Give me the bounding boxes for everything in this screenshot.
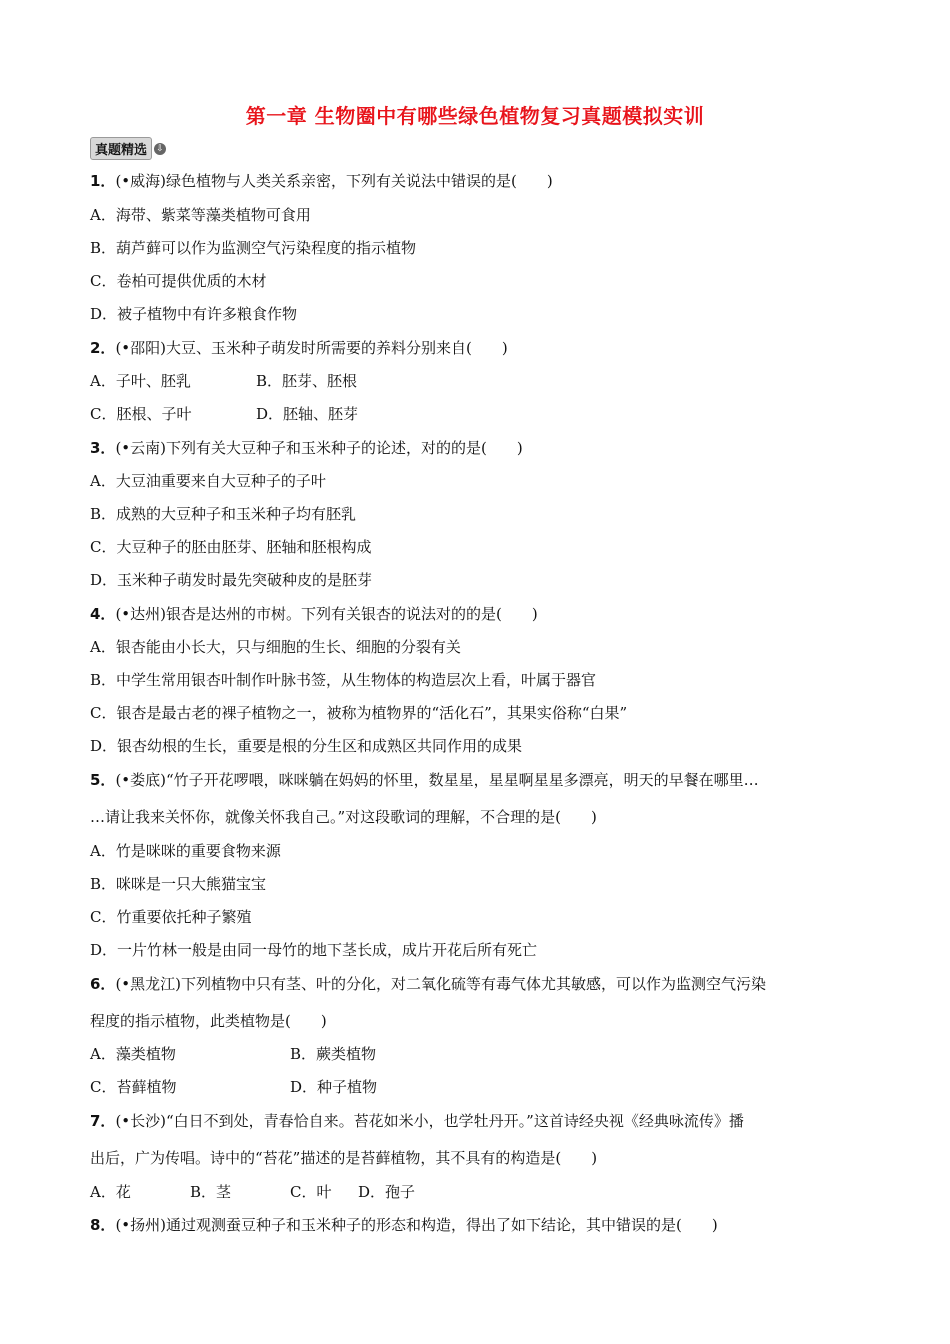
question-4-option-c: C．银杏是最古老的裸子植物之一，被称为植物界的“活化石”，其果实俗称“白果” bbox=[90, 704, 628, 722]
question-1-option-c: C．卷柏可提供优质的木材 bbox=[90, 272, 267, 290]
question-1-option-a: A．海带、紫菜等藻类植物可食用 bbox=[90, 206, 311, 224]
question-5-option-a: A．竹是咪咪的重要食物来源 bbox=[90, 842, 281, 860]
page-title: 第一章 生物圈中有哪些绿色植物复习真题模拟实训 bbox=[245, 104, 705, 128]
question-6-option-a: A．藻类植物 bbox=[90, 1045, 176, 1063]
question-5-option-d: D．一片竹林一般是由同一母竹的地下茎长成，成片开花后所有死亡 bbox=[90, 941, 538, 959]
question-6-stem-line-1: 6．(•黑龙江)下列植物中只有茎、叶的分化，对二氧化硫等有毒气体尤其敏感，可以作为监测空气污染 bbox=[90, 975, 766, 993]
question-5-option-c: C．竹重要依托种子繁殖 bbox=[90, 908, 252, 926]
arrow-down-icon: ⇩ bbox=[154, 143, 166, 155]
question-6-stem-line-2: 程度的指示植物，此类植物是( ) bbox=[90, 1012, 327, 1030]
question-6-options-row-2 bbox=[90, 1076, 377, 1097]
question-6-option-c: C．苔藓植物 bbox=[90, 1078, 177, 1096]
question-2-option-b: B．胚芽、胚根 bbox=[256, 372, 358, 390]
question-3-option-d: D．玉米种子萌发时最先突破种皮的是胚芽 bbox=[90, 571, 373, 589]
question-6-option-d: D．种子植物 bbox=[290, 1078, 378, 1096]
question-2-options-row-1 bbox=[90, 370, 357, 391]
question-7-stem-line-1: 7．(•长沙)“白日不到处，青春恰自来。苔花如米小，也学牡丹开。”这首诗经央视《经典咏流传》播 bbox=[90, 1112, 744, 1130]
question-3-option-b: B．成熟的大豆种子和玉米种子均有胚乳 bbox=[90, 505, 357, 523]
question-2-option-d: D．胚轴、胚芽 bbox=[256, 405, 359, 423]
question-6-option-b: B．蕨类植物 bbox=[290, 1045, 377, 1063]
question-7-option-b: B．茎 bbox=[190, 1183, 232, 1201]
question-4-stem: 4．(•达州)银杏是达州的市树。下列有关银杏的说法对的的是( ) bbox=[90, 605, 538, 623]
question-5-stem-line-2: …请让我来关怀你，就像关怀我自己。”对这段歌词的理解，不合理的是( ) bbox=[90, 808, 597, 826]
question-2-options-row-2 bbox=[90, 403, 358, 424]
question-5-stem-line-1: 5．(•娄底)“竹子开花啰喂，咪咪躺在妈妈的怀里，数星星，星星啊星星多漂亮，明天的早餐在哪里… bbox=[90, 771, 759, 789]
question-7-stem-line-2: 出后，广为传唱。诗中的“苔花”描述的是苔藓植物，其不具有的构造是( ) bbox=[90, 1149, 598, 1167]
question-1-option-b: B．葫芦藓可以作为监测空气污染程度的指示植物 bbox=[90, 239, 417, 257]
question-2-option-a: A．子叶、胚乳 bbox=[90, 372, 191, 390]
question-1-stem: 1．(•威海)绿色植物与人类关系亲密，下列有关说法中错误的是( ) bbox=[90, 172, 553, 190]
section-label: 真题精选 bbox=[90, 137, 152, 160]
question-7-option-a: A．花 bbox=[90, 1183, 131, 1201]
question-4-option-d: D．银杏幼根的生长，重要是根的分生区和成熟区共同作用的成果 bbox=[90, 737, 523, 755]
question-2-stem: 2．(•邵阳)大豆、玉米种子萌发时所需要的养料分别来自( ) bbox=[90, 339, 508, 357]
section-badge bbox=[90, 137, 166, 160]
question-5-option-b: B．咪咪是一只大熊猫宝宝 bbox=[90, 875, 267, 893]
question-6-options-row-1 bbox=[90, 1043, 376, 1064]
question-4-option-b: B．中学生常用银杏叶制作叶脉书签，从生物体的构造层次上看，叶属于器官 bbox=[90, 671, 597, 689]
question-4-option-a: A．银杏能由小长大，只与细胞的生长、细胞的分裂有关 bbox=[90, 638, 461, 656]
question-7-option-d: D．孢子 bbox=[358, 1183, 416, 1201]
question-7-option-c: C．叶 bbox=[290, 1183, 332, 1201]
question-8-stem: 8．(•扬州)通过观测蚕豆种子和玉米种子的形态和构造，得出了如下结论，其中错误的是( ) bbox=[90, 1216, 718, 1234]
question-7-options-row bbox=[90, 1181, 415, 1202]
question-3-option-a: A．大豆油重要来自大豆种子的子叶 bbox=[90, 472, 326, 490]
question-3-option-c: C．大豆种子的胚由胚芽、胚轴和胚根构成 bbox=[90, 538, 372, 556]
question-1-option-d: D．被子植物中有许多粮食作物 bbox=[90, 305, 298, 323]
question-3-stem: 3．(•云南)下列有关大豆种子和玉米种子的论述，对的的是( ) bbox=[90, 439, 523, 457]
question-2-option-c: C．胚根、子叶 bbox=[90, 405, 192, 423]
